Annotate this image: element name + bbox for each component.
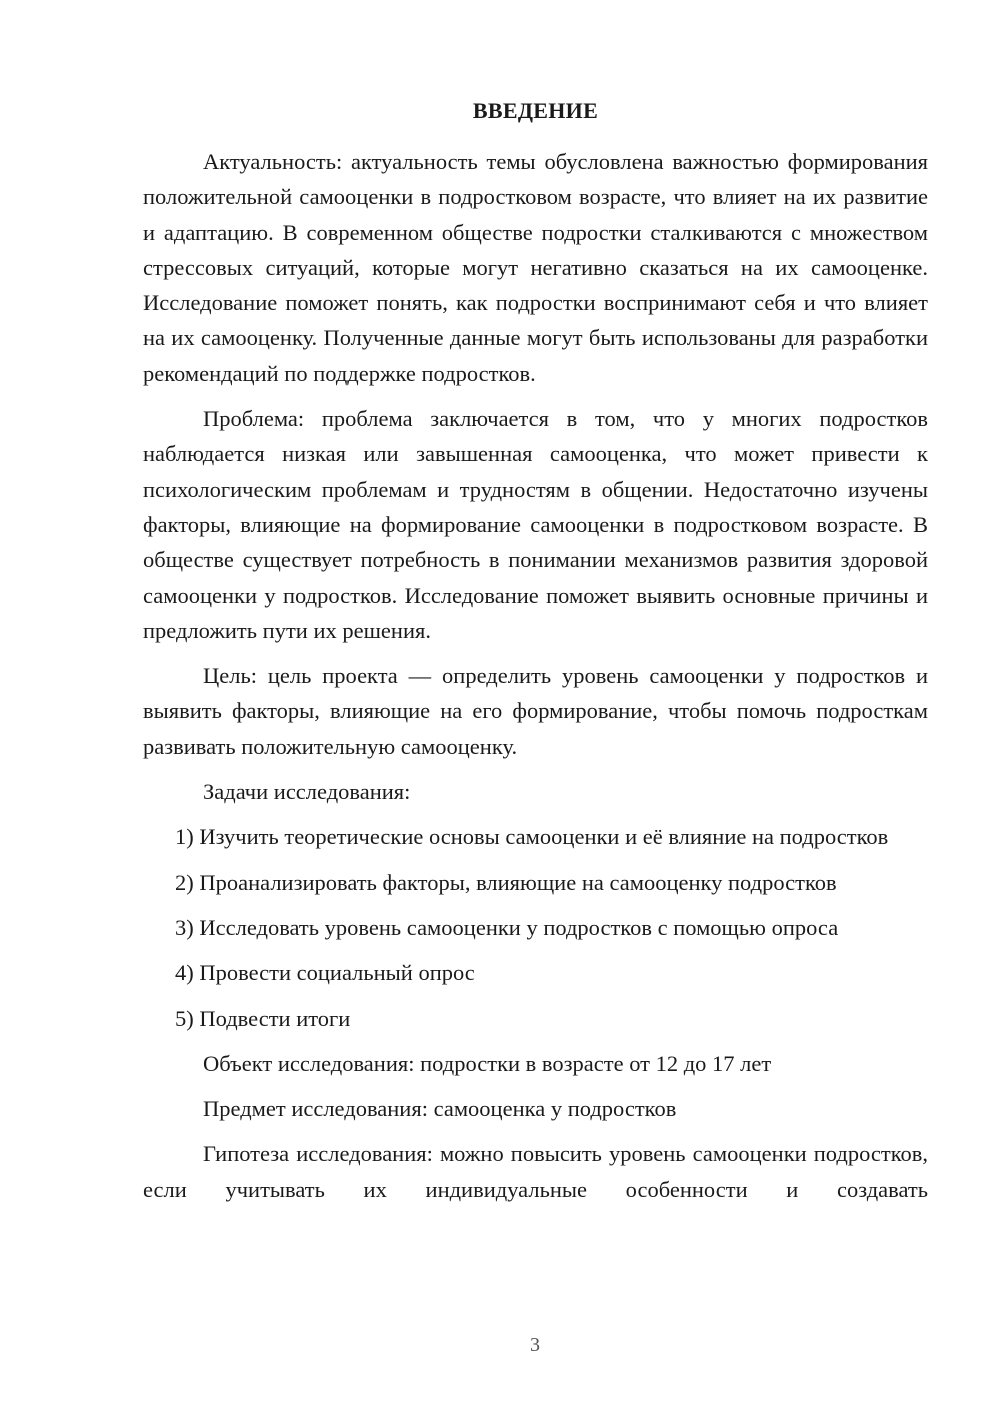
section-title: ВВЕДЕНИЕ (472, 98, 599, 123)
goal-paragraph: Цель: цель проекта — определить уровень самооценки у подростков и выявить факторы, влияющие на его формирование, чтобы помочь подросткам развивать положительную самооценку. (143, 663, 928, 759)
relevance-paragraph: Актуальность: актуальность темы обусловлена важностью формирования положительной самооценки в подростковом возрасте, что влияет на их развитие и адаптацию. В современном обществе подростки сталкиваются с множеством стрессовых ситуаций, которые могут негативно сказаться на их самооценке. Исследование поможет понять, как подростки воспринимают себя и что влияет на их самооценку. Полученные данные могут быть использованы для разработки рекомендаций по поддержке подростков. (143, 149, 928, 386)
hypothesis-paragraph: Гипотеза исследования: можно повысить уровень самооценки подростков, если учитывать их индивидуальные особенности и создавать (143, 1141, 928, 1202)
task-item-2: 2) Проанализировать факторы, влияющие на самооценку подростков (175, 869, 837, 895)
page-content (143, 96, 928, 1207)
object-paragraph: Объект исследования: подростки в возрасте от 12 до 17 лет (203, 1050, 772, 1076)
page-number: 3 (530, 1334, 540, 1356)
task-item-4: 4) Провести социальный опрос (175, 960, 475, 986)
problem-paragraph: Проблема: проблема заключается в том, что у многих подростков наблюдается низкая или завышенная самооценка, что может привести к психологическим проблемам и трудностям в общении. Недостаточно изучены факторы, влияющие на формирование самооценки в подростковом возрасте. В обществе существует потребность в понимании механизмов развития здоровой самооценки у подростков. Исследование поможет выявить основные причины и предложить пути их решения. (143, 406, 928, 643)
task-item-5: 5) Подвести итоги (175, 1005, 351, 1031)
subject-paragraph: Предмет исследования: самооценка у подростков (203, 1096, 677, 1122)
tasks-heading: Задачи исследования: (203, 779, 411, 805)
task-item-1: 1) Изучить теоретические основы самооценки и её влияние на подростков (175, 824, 889, 850)
task-item-3: 3) Исследовать уровень самооценки у подростков с помощью опроса (175, 914, 839, 940)
